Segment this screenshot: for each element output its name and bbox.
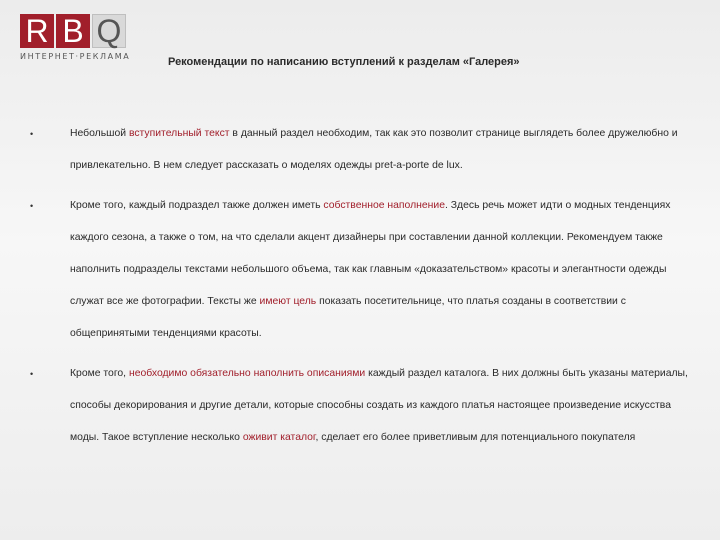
bullet-text: каждый раздел каталога. В них должны быть указаны материалы, способы декорирования и другие детали, которые способны создать из каждого платья настоящее произведение искусства моды. Такое вступление несколько	[70, 368, 688, 443]
bullet-text: . Здесь речь может идти о модных тенденциях каждого сезона, а также о том, на что сделали акцент дизайнеры при составлении данной коллекции. Рекомендуем также наполнить подразделы текстами небольшого объема, так как главным «доказательством» красоты и элегантности одежды служат все же фотографии. Тексты же	[70, 200, 671, 307]
bullet-item-catalog-descriptions	[28, 358, 688, 454]
highlight-text: необходимо обязательно наполнить описаниями	[128, 368, 366, 379]
highlight-text: вступительный текст	[128, 128, 230, 139]
bullet-text: Кроме того,	[70, 368, 129, 379]
bullet-icon: •	[30, 201, 34, 211]
bullet-text: показать посетительнице, что платья созданы в соответствии с общепринятыми тенденциями красоты.	[70, 296, 626, 339]
highlight-text: собственное наполнение	[323, 200, 445, 211]
bullet-text: Кроме того, каждый подраздел также должен иметь	[70, 200, 324, 211]
bullet-icon: •	[30, 369, 34, 379]
highlight-text: имеют цель	[259, 296, 317, 307]
bullet-item-intro-text	[28, 118, 688, 182]
page-title: Рекомендации по написанию вступлений к разделам «Галерея»	[168, 56, 520, 68]
logo-letter-r: R	[20, 14, 54, 48]
bullet-item-subsection-content	[28, 190, 688, 350]
highlight-text: оживит каталог	[242, 432, 316, 443]
bullet-icon: •	[30, 129, 34, 139]
logo-tagline: ИНТЕРНЕТ·РЕКЛАМА	[20, 52, 131, 61]
logo-letter-b: B	[56, 14, 90, 48]
logo-letter-q: Q	[92, 14, 126, 48]
logo-letters	[20, 14, 128, 48]
bullet-text: , сделает его более приветливым для потенциального покупателя	[315, 432, 636, 443]
rbq-logo	[20, 13, 131, 61]
bullet-text: в данный раздел необходим, так как это позволит странице выглядеть более дружелюбно и привлекательно. В нем следует рассказать о моделях одежды pret-a-porte de lux.	[70, 128, 678, 171]
bullet-list	[28, 118, 688, 462]
bullet-text: Небольшой	[70, 128, 129, 139]
